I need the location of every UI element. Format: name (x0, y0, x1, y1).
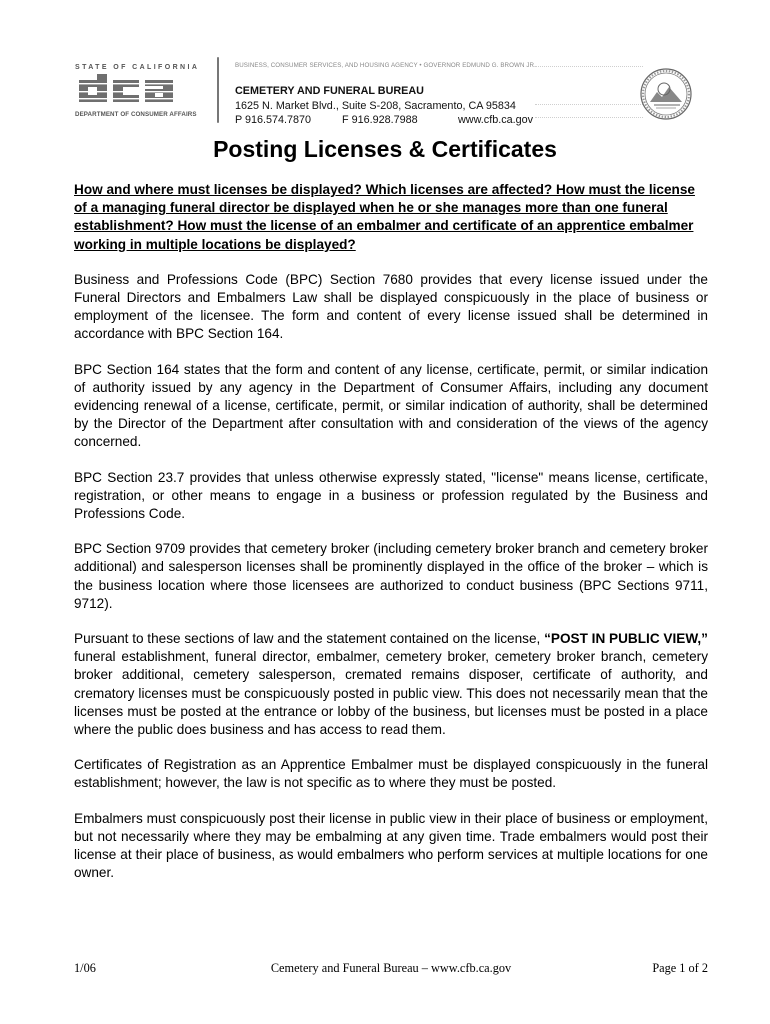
document-body (74, 181, 708, 900)
header-divider (217, 57, 219, 123)
paragraph-post-intro: Pursuant to these sections of law and the statement contained on the license, (74, 631, 545, 647)
bureau-address: 1625 N. Market Blvd., Suite S-208, Sacramento, CA 95834 (235, 99, 516, 112)
fax-number: F 916.928.7988 (342, 114, 418, 126)
logo-state-text: STATE OF CALIFORNIA (75, 64, 200, 71)
bureau-name: CEMETERY AND FUNERAL BUREAU (235, 85, 424, 97)
dca-logo-mark (75, 74, 203, 104)
paragraph-apprentice-embalmer: Certificates of Registration as an Apprentice Embalmer must be displayed conspicuously in the funeral establishment; however, the law is not specific as to where they must be posted. (74, 757, 708, 791)
phone-number: P 916.574.7870 (235, 114, 312, 126)
post-in-public-view-emphasis: “POST IN PUBLIC VIEW,” (544, 631, 708, 647)
dca-logo (75, 64, 207, 118)
agency-line: BUSINESS, CONSUMER SERVICES, AND HOUSING AGENCY • GOVERNOR EDMUND G. BROWN JR. (235, 62, 536, 69)
decorative-dots (535, 66, 643, 67)
paragraph-post-in-public-view (74, 630, 708, 739)
bureau-contact-block (235, 84, 533, 128)
paragraph-bpc-164: BPC Section 164 states that the form and content of any license, certificate, permit, or similar indication of authority issued by any agency in the Department of Consumer Affairs, including any document evidencing renewal of a license, certificate, permit, or similar indication of authority, shall be determined by the Director of the Department after consultation with and consideration of the views of the agency concerned. (74, 361, 708, 450)
paragraph-bpc-23-7: BPC Section 23.7 provides that unless otherwise expressly stated, "license" means license, certificate, registration, or other means to engage in a business or profession regulated by the Business and Professions Code. (74, 469, 708, 522)
state-seal-icon (640, 68, 692, 120)
website-link[interactable]: www.cfb.ca.gov (458, 114, 534, 126)
decorative-dots (535, 104, 643, 105)
page-title: Posting Licenses & Certificates (213, 136, 557, 162)
paragraph-embalmers: Embalmers must conspicuously post their license in public view in their place of business or employment, but not necessarily where they may be embalming at any given time. Trade embalmers would post their license at their place of business, as would embalmers who perform services at multiple locations for one owner. (74, 810, 708, 881)
paragraph-post-rest: funeral establishment, funeral director, embalmer, cemetery broker, cemetery broker branch, cemetery broker additional, cemetery salesperson, cremated remains disposer, certificate of authority, and crematory licenses must be conspicuously posted in public view. This does not necessarily mean that the licenses must be posted at the entrance or lobby of the business, but licenses must be posted in a place where the public does business and has access to read them. (74, 649, 708, 738)
paragraph-bpc-7680: Business and Professions Code (BPC) Section 7680 provides that every license issued under the Funeral Directors and Embalmers Law shall be displayed conspicuously in the place of business or employment of the licensee. The form and content of every license issued shall be determined in accordance with BPC Section 164. (74, 271, 708, 342)
footer-page-number: Page 1 of 2 (652, 961, 708, 975)
logo-department-text: DEPARTMENT OF CONSUMER AFFAIRS (75, 111, 197, 118)
footer-date: 1/06 (74, 961, 96, 975)
question-heading: How and where must licenses be displayed? Which licenses are affected? How must the license of a managing funeral director be displayed when he or she manages more than one funeral establishment? How must the license of an embalmer and certificate of an apprentice embalmer working in multiple locations be displayed? (74, 182, 695, 252)
footer-bureau: Cemetery and Funeral Bureau – www.cfb.ca.gov (270, 961, 512, 975)
decorative-dots (535, 117, 643, 118)
paragraph-bpc-9709: BPC Section 9709 provides that cemetery broker (including cemetery broker branch and cemetery broker additional) and salesperson licenses shall be prominently displayed in the office of the broker – which is the business location where those licensees are authorized to conduct business (BPC Sections 9711, 9712). (74, 541, 708, 611)
contact-line (235, 113, 533, 128)
